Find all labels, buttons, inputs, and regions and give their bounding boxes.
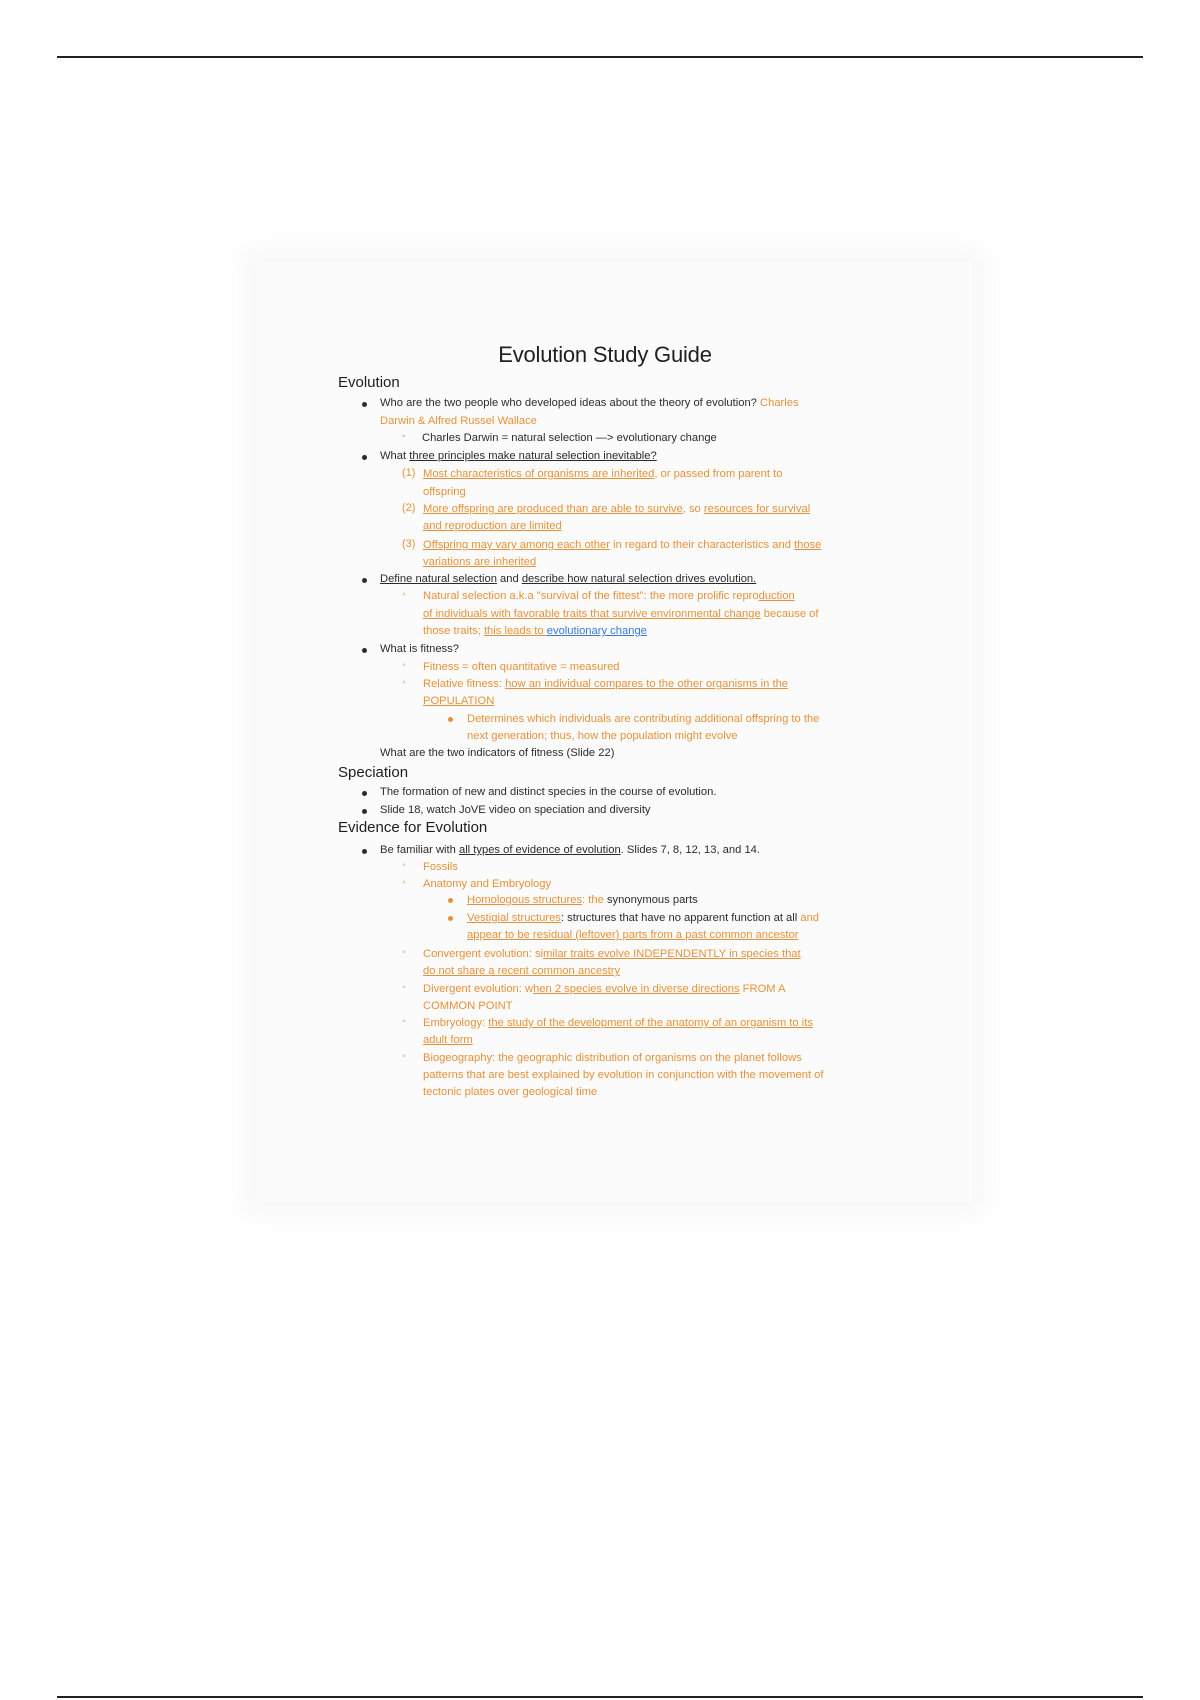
bullet [362, 578, 367, 583]
bullet [448, 898, 453, 903]
bullet [362, 791, 367, 796]
biogeography-end: tectonic plates over geological time [423, 1086, 598, 1098]
natural-selection-answer-cont: of individuals with favorable traits that survive environmental change because of [423, 608, 819, 620]
question-two-people: Who are the two people who developed ideas about the theory of evolution? Charles [380, 397, 799, 409]
dash-marker: ◦ [402, 677, 406, 688]
divergent-evolution-cont: COMMON POINT [423, 1000, 513, 1012]
document-title: Evolution Study Guide [498, 342, 712, 367]
relative-fitness-cont: POPULATION [423, 695, 495, 707]
section-heading-speciation: Speciation [338, 764, 409, 781]
natural-selection-answer-end: those traits; this leads to evolutionary change [423, 625, 647, 637]
speciation-slide: Slide 18, watch JoVE video on speciation and diversity [380, 804, 651, 816]
principle-three-cont: variations are inherited [423, 556, 537, 568]
principle-three: Offspring may vary among each other in regard to their characteristics and those [423, 539, 822, 551]
vestigial-structures-cont: appear to be residual (leftover) parts from a past common ancestor [467, 929, 799, 941]
dash-marker: ◦ [402, 877, 406, 888]
fitness-determines: Determines which individuals are contributing additional offspring to the [467, 713, 820, 725]
principle-number: (3) [402, 538, 416, 550]
evidence-familiar: Be familiar with all types of evidence of evolution. Slides 7, 8, 12, 13, and 14. [380, 844, 760, 856]
embryology-cont: adult form [423, 1034, 473, 1046]
section-heading-evolution: Evolution [338, 374, 400, 391]
biogeography: Biogeography: the geographic distribution of organisms on the planet follows [423, 1052, 802, 1064]
bullet [448, 916, 453, 921]
principle-two-cont: and reproduction are limited [423, 520, 562, 532]
dash-marker: ◦ [402, 1051, 406, 1062]
bullet [362, 648, 367, 653]
principle-two: More offspring are produced than are able to survive, so resources for survival [423, 503, 811, 515]
dash-marker: ◦ [402, 431, 406, 442]
speciation-definition: The formation of new and distinct species in the course of evolution. [380, 786, 717, 798]
natural-selection-answer: Natural selection a.k.a "survival of the fittest": the more prolific reproduction [423, 590, 795, 602]
fitness-determines-cont: next generation; thus, how the population might evolve [467, 730, 738, 742]
question-fitness: What is fitness? [380, 643, 459, 655]
dash-marker: ◦ [402, 660, 406, 671]
question-define-natural-selection: Define natural selection and describe how natural selection drives evolution. [380, 573, 757, 585]
dash-marker: ◦ [402, 589, 406, 600]
bottom-rule [57, 1696, 1143, 1698]
dash-marker: ◦ [402, 1016, 406, 1027]
convergent-evolution: Convergent evolution: similar traits evolve INDEPENDENTLY in species that [423, 948, 801, 960]
bullet [448, 717, 453, 722]
vestigial-structures: Vestigial structures: structures that have no apparent function at all and [467, 912, 820, 924]
fitness-definition: Fitness = often quantitative = measured [423, 661, 620, 673]
bullet [362, 849, 367, 854]
dash-marker: ◦ [402, 982, 406, 993]
principle-one: Most characteristics of organisms are inherited, or passed from parent to [423, 468, 783, 480]
answer-darwin-wallace: Darwin & Alfred Russel Wallace [380, 415, 537, 427]
principle-one-cont: offspring [423, 486, 466, 498]
embryology: Embryology: the study of the development of the anatomy of an organism to its [423, 1017, 813, 1029]
biogeography-cont: patterns that are best explained by evolution in conjunction with the movement of [423, 1069, 824, 1081]
dash-marker: ◦ [402, 947, 406, 958]
principle-number: (1) [402, 467, 416, 479]
bullet [362, 402, 367, 407]
evidence-anatomy: Anatomy and Embryology [423, 878, 552, 890]
homologous-structures: Homologous structures: the synonymous parts [467, 894, 698, 906]
note-darwin: Charles Darwin = natural selection —> evolutionary change [422, 432, 717, 444]
convergent-evolution-cont: do not share a recent common ancestry [423, 965, 621, 977]
question-indicators: What are the two indicators of fitness (Slide 22) [380, 747, 615, 759]
bullet [362, 455, 367, 460]
divergent-evolution: Divergent evolution: when 2 species evolve in diverse directions FROM A [423, 983, 786, 995]
dash-marker: ◦ [402, 860, 406, 871]
bullet [362, 809, 367, 814]
relative-fitness: Relative fitness: how an individual compares to the other organisms in the [423, 678, 789, 690]
principle-number: (2) [402, 502, 416, 514]
question-three-principles: What three principles make natural selection inevitable? [380, 450, 657, 462]
section-heading-evidence: Evidence for Evolution [338, 819, 488, 836]
evidence-fossils: Fossils [423, 861, 458, 873]
